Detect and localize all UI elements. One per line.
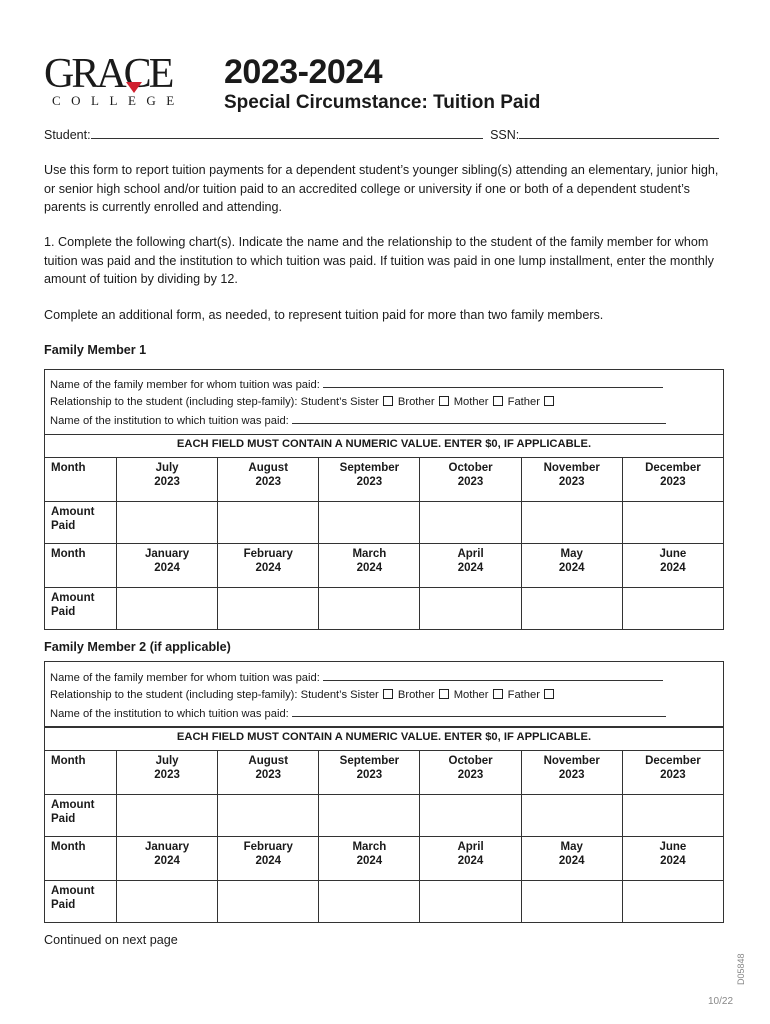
logo-word: GRACE <box>44 51 172 97</box>
logo-subtext: COLLEGE <box>52 93 185 108</box>
student-label: Student: <box>44 128 91 142</box>
month-cell: March 2024 <box>319 544 420 588</box>
name-label: Name of the family member for whom tuition was paid: <box>50 672 320 684</box>
fm1-institution-field[interactable] <box>292 411 666 424</box>
checkbox-father[interactable] <box>544 689 554 699</box>
month-cell: May 2024 <box>521 837 622 881</box>
amount-input[interactable] <box>218 881 319 923</box>
amount-input[interactable] <box>420 502 521 544</box>
family-member-2-title: Family Member 2 (if applicable) <box>44 640 231 654</box>
fm1-institution-line <box>50 411 666 430</box>
option-father: Father <box>507 689 540 701</box>
amount-input[interactable] <box>521 795 622 837</box>
instructions-paragraph: 1. Complete the following chart(s). Indicate the name and the relationship to the student of the family member for whom tuition was paid and the institution to which tuition was paid. If tuition was paid in one lump installment, enter the monthly amount of tuition by dividing by 12. <box>44 235 714 286</box>
intro-paragraph: Use this form to report tuition payments for a dependent student’s younger sibling(s) attending an elementary, junior high, or senior high school and/or tuition paid to an accredited college or university if one or both of a dependent student’s parents is currently enrolled and attending. <box>44 163 719 214</box>
amount-input[interactable] <box>218 795 319 837</box>
fm2-institution-line <box>50 704 666 723</box>
month-cell: March 2024 <box>319 837 420 881</box>
form-title: Special Circumstance: Tuition Paid <box>224 92 541 113</box>
month-cell: February 2024 <box>218 544 319 588</box>
amount-input[interactable] <box>622 881 723 923</box>
option-brother: Brother <box>397 689 435 701</box>
checkbox-brother[interactable] <box>439 396 449 406</box>
month-label: Month <box>45 837 117 881</box>
fm2-relationship-line <box>50 686 556 704</box>
amount-input[interactable] <box>117 795 218 837</box>
month-cell: June 2024 <box>622 837 723 881</box>
month-label: Month <box>45 544 117 588</box>
option-sister: Sister <box>350 689 379 701</box>
fm2-name-line <box>50 668 663 687</box>
option-mother: Mother <box>453 689 489 701</box>
amount-input[interactable] <box>622 795 723 837</box>
month-label: Month <box>45 751 117 795</box>
family-member-2-table <box>44 727 724 923</box>
month-cell: April 2024 <box>420 837 521 881</box>
amount-input[interactable] <box>622 502 723 544</box>
student-line <box>44 126 719 143</box>
fm1-relationship-line <box>50 393 556 411</box>
institution-label: Name of the institution to which tuition was paid: <box>50 415 289 427</box>
month-cell: October 2023 <box>420 458 521 502</box>
option-mother: Mother <box>453 396 489 408</box>
month-cell: January 2024 <box>117 544 218 588</box>
month-cell: August 2023 <box>218 458 319 502</box>
month-cell: September 2023 <box>319 751 420 795</box>
month-cell: June 2024 <box>622 544 723 588</box>
amount-input[interactable] <box>521 502 622 544</box>
fm2-institution-field[interactable] <box>292 704 666 717</box>
fm1-name-line <box>50 375 663 394</box>
amount-input[interactable] <box>319 795 420 837</box>
month-cell: August 2023 <box>218 751 319 795</box>
ssn-label: SSN: <box>490 128 520 142</box>
option-father: Father <box>507 396 540 408</box>
month-cell: September 2023 <box>319 458 420 502</box>
amount-input[interactable] <box>117 502 218 544</box>
amount-input[interactable] <box>319 502 420 544</box>
option-brother: Brother <box>397 396 435 408</box>
amount-input[interactable] <box>117 588 218 630</box>
checkbox-father[interactable] <box>544 396 554 406</box>
month-cell: July 2023 <box>117 751 218 795</box>
amount-input[interactable] <box>218 588 319 630</box>
amount-input[interactable] <box>117 881 218 923</box>
amount-paid-label: Amount Paid <box>45 588 117 630</box>
amount-input[interactable] <box>319 881 420 923</box>
month-cell: January 2024 <box>117 837 218 881</box>
relationship-label: Relationship to the student (including step-family): Student’s <box>50 689 348 701</box>
form-year: 2023-2024 <box>224 53 383 91</box>
logo-triangle-icon <box>126 82 142 93</box>
amount-input[interactable] <box>521 588 622 630</box>
amount-paid-label: Amount Paid <box>45 881 117 923</box>
fm2-name-field[interactable] <box>323 668 663 681</box>
month-cell: November 2023 <box>521 751 622 795</box>
option-sister: Sister <box>350 396 379 408</box>
family-member-1-table <box>44 434 724 630</box>
amount-input[interactable] <box>420 795 521 837</box>
relationship-label: Relationship to the student (including step-family): Student’s <box>50 396 348 408</box>
table-header: EACH FIELD MUST CONTAIN A NUMERIC VALUE. ENTER $0, IF APPLICABLE. <box>45 435 724 458</box>
continued-note: Continued on next page <box>44 933 178 947</box>
month-cell: December 2023 <box>622 751 723 795</box>
amount-input[interactable] <box>622 588 723 630</box>
month-cell: April 2024 <box>420 544 521 588</box>
month-cell: October 2023 <box>420 751 521 795</box>
amount-paid-label: Amount Paid <box>45 795 117 837</box>
revision-date: 10/22 <box>708 996 734 1007</box>
month-cell: December 2023 <box>622 458 723 502</box>
checkbox-brother[interactable] <box>439 689 449 699</box>
month-cell: May 2024 <box>521 544 622 588</box>
checkbox-mother[interactable] <box>493 396 503 406</box>
form-code: D05848 <box>736 953 746 985</box>
amount-input[interactable] <box>521 881 622 923</box>
checkbox-mother[interactable] <box>493 689 503 699</box>
amount-input[interactable] <box>420 588 521 630</box>
month-cell: February 2024 <box>218 837 319 881</box>
table-header: EACH FIELD MUST CONTAIN A NUMERIC VALUE. ENTER $0, IF APPLICABLE. <box>45 728 724 751</box>
amount-input[interactable] <box>420 881 521 923</box>
amount-input[interactable] <box>218 502 319 544</box>
amount-paid-label: Amount Paid <box>45 502 117 544</box>
student-field[interactable] <box>91 126 483 139</box>
month-label: Month <box>45 458 117 502</box>
checkbox-sister[interactable] <box>383 689 393 699</box>
amount-input[interactable] <box>319 588 420 630</box>
family-member-1-title: Family Member 1 <box>44 343 147 357</box>
additional-form-note: Complete an additional form, as needed, to represent tuition paid for more than two family members. <box>44 308 604 322</box>
ssn-field[interactable] <box>519 126 719 139</box>
checkbox-sister[interactable] <box>383 396 393 406</box>
month-cell: July 2023 <box>117 458 218 502</box>
month-cell: November 2023 <box>521 458 622 502</box>
name-label: Name of the family member for whom tuition was paid: <box>50 379 320 391</box>
grace-college-logo <box>44 51 196 112</box>
institution-label: Name of the institution to which tuition was paid: <box>50 708 289 720</box>
fm1-name-field[interactable] <box>323 375 663 388</box>
